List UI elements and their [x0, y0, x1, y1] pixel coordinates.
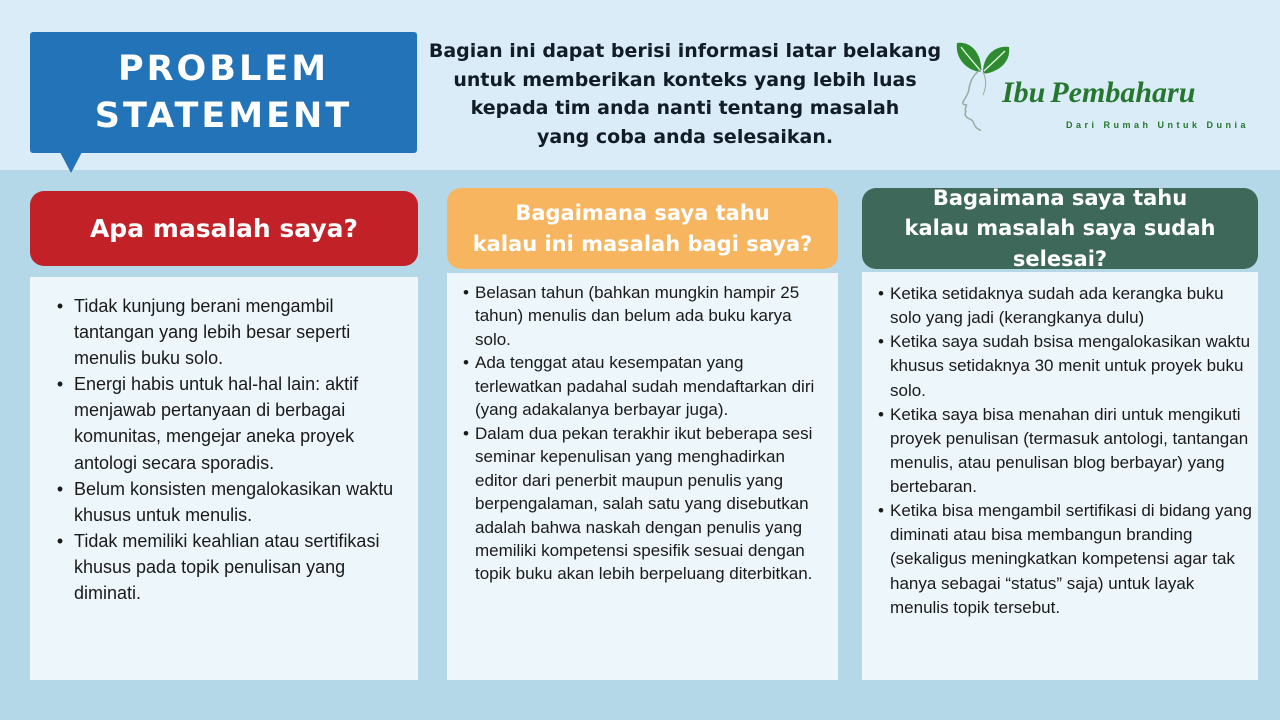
- page-title-line-1: PROBLEM: [117, 49, 330, 90]
- bullet-text: Ketika saya sudah bsisa mengalokasikan waktu khusus setidaknya 30 menit untuk proyek buku solo.: [890, 332, 1251, 400]
- bullet-text: Belum konsisten mengalokasikan waktu khusus untuk menulis.: [74, 478, 394, 525]
- bullet-marker: •: [56, 530, 64, 551]
- bullet-text: Tidak kunjung berani mengambil tantangan yang lebih besar seperti menulis buku solo.: [74, 296, 351, 369]
- bullet-marker: •: [56, 296, 64, 316]
- list-item: [872, 330, 1252, 402]
- column-2-header-line-1: Bagaimana saya tahu: [515, 201, 770, 226]
- bullet-text: Dalam dua pekan terakhir ikut beberapa sesi seminar kepenulisan yang menghadirkan editor dari penerbit maupun penulis yang berpengalaman, salah satu yang disebutkan adalah bahwa naskah dengan penulis yang memiliki kompetensi spesifik sesuai dengan topik buku akan lebih berpeluang diterbitkan.: [475, 423, 813, 584]
- bullet-text: Ketika setidaknya sudah ada kerangka buku solo yang jadi (kerangkanya dulu): [890, 284, 1224, 328]
- list-item: [46, 528, 404, 606]
- brand-tagline: Dari Rumah Untuk Dunia: [1066, 120, 1250, 130]
- bullet-text: Belasan tahun (bahkan mungkin hampir 25 tahun) menulis dan belum ada buku karya solo.: [475, 283, 800, 349]
- bullet-text: Ketika saya bisa menahan diri untuk mengikuti proyek penulisan (termasuk antologi, tantangan menulis, atau penulisan blog berbayar) yang bertebaran.: [890, 404, 1249, 496]
- column-1-header-text: Apa masalah saya?: [89, 214, 359, 243]
- bullet-text: Ketika bisa mengambil sertifikasi di bidang yang diminati atau bisa membangun branding (sekaligus meningkatkan kompetensi agar tak hanya sebagai “status” saja) untuk layak menulis topik tersebut.: [890, 501, 1252, 617]
- bullet-marker: •: [56, 478, 64, 499]
- bullet-text: Tidak memiliki keahlian atau sertifikasi khusus pada topik penulisan yang diminati.: [74, 530, 380, 604]
- intro-line: yang coba anda selesaikan.: [536, 125, 834, 148]
- list-item: [872, 282, 1252, 330]
- intro-text: [425, 37, 945, 151]
- bullet-marker: •: [878, 332, 884, 352]
- column-2-header: [447, 188, 838, 269]
- list-item: [457, 422, 830, 586]
- bullet-marker: •: [878, 284, 884, 303]
- intro-line: Bagian ini dapat berisi informasi latar belakang: [428, 40, 942, 62]
- intro-line: kepada tim anda nanti tentang masalah: [470, 97, 900, 119]
- list-item: [46, 476, 404, 528]
- column-1-header: [30, 191, 418, 266]
- callout-tail: [60, 152, 82, 173]
- bullet-marker: •: [878, 404, 884, 424]
- column-2-header-line-2: kalau ini masalah bagi saya?: [472, 231, 813, 256]
- list-item: [457, 351, 830, 421]
- list-item: [457, 281, 830, 351]
- title-callout: [30, 32, 417, 153]
- brand-logo: [950, 36, 1270, 136]
- bullet-marker: •: [463, 283, 469, 302]
- list-item: [46, 371, 404, 475]
- bullet-text: Ada tenggat atau kesempatan yang terlewatkan padahal sudah mendaftarkan diri (yang adakalanya berbayar juga).: [475, 353, 815, 420]
- column-3-header-line-2: kalau masalah saya sudah selesai?: [904, 216, 1216, 271]
- brand-name: [1002, 76, 1195, 110]
- list-item: [872, 403, 1252, 500]
- intro-line: untuk memberikan konteks yang lebih luas: [453, 68, 917, 91]
- list-item: [872, 499, 1252, 620]
- column-2-body: [447, 273, 838, 680]
- bullet-text: Energi habis untuk hal-hal lain: aktif menjawab pertanyaan di berbagai komunitas, mengejar aneka proyek antologi secara sporadis.: [74, 374, 359, 473]
- page-title-line-2: STATEMENT: [94, 95, 353, 136]
- column-3-header-line-1: Bagaimana saya tahu: [932, 185, 1188, 210]
- column-3-header: [862, 185, 1258, 271]
- brand-name-pembaharu: Pembaharu: [1050, 76, 1196, 109]
- column-3-body: [862, 272, 1258, 680]
- bullet-marker: •: [463, 353, 469, 373]
- column-1-body: [30, 277, 418, 680]
- brand-name-ibu: Ibu: [1002, 76, 1046, 109]
- bullet-marker: •: [56, 374, 64, 395]
- bullet-marker: •: [463, 423, 469, 443]
- list-item: [46, 293, 404, 371]
- face-profile-icon: [963, 69, 982, 131]
- bullet-marker: •: [878, 501, 884, 521]
